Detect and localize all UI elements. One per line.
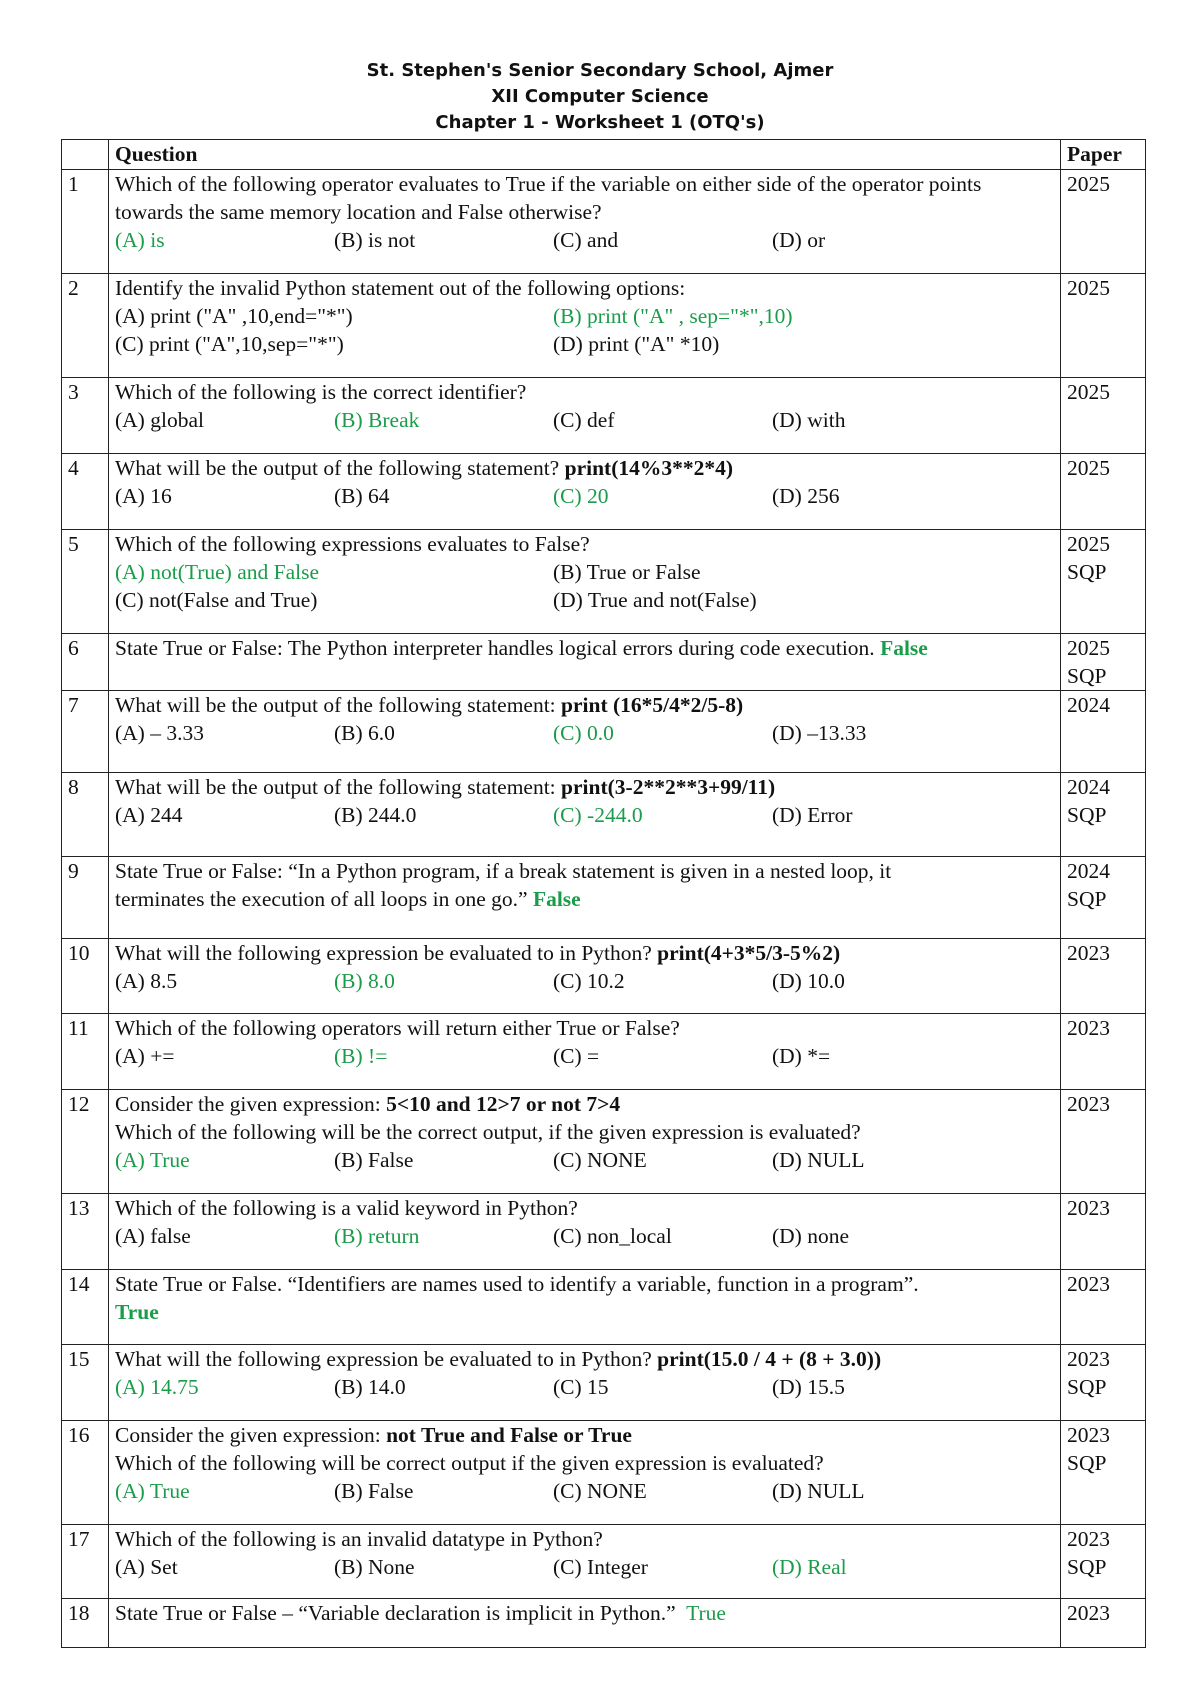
paper-cell <box>1061 1421 1146 1525</box>
option-a: (A) 14.75 <box>115 1375 199 1399</box>
question-line <box>115 1421 1054 1449</box>
question-text-cont: Which of the following will be the correct output, if the given expression is evaluated? <box>115 1120 861 1144</box>
option-d: (D) 15.5 <box>772 1375 845 1399</box>
chapter-title: Chapter 1 - Worksheet 1 (OTQ's) <box>435 112 765 133</box>
question-code: print(14%3**2*4) <box>564 456 734 480</box>
paper-type: SQP <box>1067 664 1107 688</box>
table-row <box>62 530 1146 634</box>
paper-year: 2023 <box>1067 1601 1110 1625</box>
question-text: What will be the output of the following statement: <box>115 775 556 799</box>
option-d: (D) or <box>772 228 826 252</box>
paper-type: SQP <box>1067 560 1107 584</box>
paper-type: SQP <box>1067 1375 1107 1399</box>
option-d: (D) Real <box>772 1555 847 1579</box>
question-line <box>115 1345 1054 1373</box>
option-c: (C) print ("A",10,sep="*") <box>115 332 344 356</box>
options-row <box>115 482 1054 510</box>
option-a: (A) false <box>115 1224 191 1248</box>
option-a: (A) 16 <box>115 484 172 508</box>
option-d: (D) with <box>772 408 846 432</box>
option-b: (B) True or False <box>553 560 701 584</box>
question-cell <box>109 170 1061 274</box>
paper-year: 2025 <box>1067 636 1110 660</box>
table-row <box>62 1525 1146 1599</box>
question-text-cont: terminates the execution of all loops in one go.” <box>115 887 528 911</box>
paper-year: 2023 <box>1067 1016 1110 1040</box>
question-code: print(15.0 / 4 + (8 + 3.0)) <box>657 1347 882 1371</box>
table-row <box>62 1421 1146 1525</box>
option-d: (D) NULL <box>772 1148 865 1172</box>
paper-cell <box>1061 1599 1146 1648</box>
question-cell <box>109 454 1061 530</box>
options-row <box>115 586 1054 614</box>
paper-year: 2025 <box>1067 456 1110 480</box>
option-a: (A) print ("A" ,10,end="*") <box>115 304 353 328</box>
option-c: (C) 15 <box>553 1375 609 1399</box>
options-row <box>115 1477 1054 1505</box>
option-c: (C) NONE <box>553 1479 647 1503</box>
question-cell <box>109 274 1061 378</box>
option-b: (B) 6.0 <box>334 721 395 745</box>
options-row <box>115 406 1054 434</box>
option-c: (C) and <box>553 228 619 252</box>
question-number: 8 <box>62 773 109 857</box>
paper-cell <box>1061 857 1146 939</box>
class-name: XII Computer Science <box>491 86 709 107</box>
table-row <box>62 1194 1146 1270</box>
question-cell <box>109 530 1061 634</box>
table-row <box>62 1599 1146 1648</box>
paper-type: SQP <box>1067 803 1107 827</box>
question-text: What will be the output of the following statement? <box>115 456 560 480</box>
option-b: (B) 8.0 <box>334 969 395 993</box>
question-number: 3 <box>62 378 109 454</box>
options-row <box>115 1373 1054 1401</box>
option-a: (A) True <box>115 1148 190 1172</box>
question-number: 11 <box>62 1014 109 1090</box>
school-name: St. Stephen's Senior Secondary School, Ajmer <box>366 60 834 81</box>
table-row <box>62 1014 1146 1090</box>
question-number: 5 <box>62 530 109 634</box>
option-b: (B) False <box>334 1479 414 1503</box>
question-cell <box>109 1090 1061 1194</box>
option-b: (B) Break <box>334 408 420 432</box>
question-number: 14 <box>62 1270 109 1345</box>
option-a: (A) += <box>115 1044 175 1068</box>
question-text: Consider the given expression: <box>115 1423 381 1447</box>
option-c: (C) 20 <box>553 484 609 508</box>
paper-year: 2024 <box>1067 693 1110 717</box>
option-d: (D) 10.0 <box>772 969 845 993</box>
option-d: (D) Error <box>772 803 853 827</box>
table-row <box>62 634 1146 691</box>
table-header-row <box>62 140 1146 170</box>
option-a: (A) not(True) and False <box>115 560 320 584</box>
option-b: (B) 244.0 <box>334 803 417 827</box>
option-a: (A) True <box>115 1479 190 1503</box>
question-number: 16 <box>62 1421 109 1525</box>
question-code: print (16*5/4*2/5-8) <box>561 693 744 717</box>
question-text: Which of the following is an invalid datatype in Python? <box>115 1527 603 1551</box>
question-text: Which of the following is the correct identifier? <box>115 380 527 404</box>
option-c: (C) = <box>553 1044 600 1068</box>
options-row <box>115 330 1054 358</box>
options-row <box>115 558 1054 586</box>
table-row <box>62 939 1146 1014</box>
question-number: 9 <box>62 857 109 939</box>
paper-cell <box>1061 274 1146 378</box>
option-a: (A) 8.5 <box>115 969 178 993</box>
option-c: (C) non_local <box>553 1224 672 1248</box>
paper-cell <box>1061 634 1146 691</box>
options-row <box>115 1222 1054 1250</box>
question-text-cont: Which of the following will be correct output if the given expression is evaluated? <box>115 1451 824 1475</box>
paper-year: 2023 <box>1067 1272 1110 1296</box>
paper-type: SQP <box>1067 1555 1107 1579</box>
paper-type: SQP <box>1067 1451 1107 1475</box>
question-cell <box>109 1421 1061 1525</box>
options-row <box>115 1553 1054 1581</box>
question-cell <box>109 1525 1061 1599</box>
paper-year: 2025 <box>1067 172 1110 196</box>
option-b: (B) != <box>334 1044 388 1068</box>
options-row <box>115 967 1054 995</box>
option-d: (D) *= <box>772 1044 831 1068</box>
question-line <box>115 773 1054 801</box>
option-a: (A) is <box>115 228 165 252</box>
option-d: (D) NULL <box>772 1479 865 1503</box>
question-code: 5<10 and 12>7 or not 7>4 <box>386 1092 621 1116</box>
question-number: 17 <box>62 1525 109 1599</box>
table-row <box>62 454 1146 530</box>
question-cell <box>109 634 1061 691</box>
paper-cell <box>1061 1090 1146 1194</box>
paper-year: 2024 <box>1067 775 1110 799</box>
table-row <box>62 170 1146 274</box>
question-code: print(4+3*5/3-5%2) <box>657 941 841 965</box>
question-number: 4 <box>62 454 109 530</box>
question-line <box>115 1090 1054 1118</box>
question-line <box>115 939 1054 967</box>
option-c: (C) -244.0 <box>553 803 643 827</box>
table-row <box>62 274 1146 378</box>
question-line <box>115 885 1054 913</box>
answer-text: True <box>686 1601 726 1625</box>
paper-cell <box>1061 691 1146 773</box>
paper-year: 2024 <box>1067 859 1110 883</box>
option-b: (B) False <box>334 1148 414 1172</box>
option-d: (D) –13.33 <box>772 721 867 745</box>
table-row <box>62 1090 1146 1194</box>
answer-text: False <box>532 887 581 911</box>
question-cell <box>109 857 1061 939</box>
question-number: 18 <box>62 1599 109 1648</box>
table-row <box>62 773 1146 857</box>
question-line <box>115 454 1054 482</box>
question-number: 1 <box>62 170 109 274</box>
question-number: 12 <box>62 1090 109 1194</box>
table-row <box>62 378 1146 454</box>
question-text: What will the following expression be evaluated to in Python? <box>115 1347 652 1371</box>
answer-text: False <box>880 636 928 660</box>
question-text: State True or False – “Variable declaration is implicit in Python.” <box>115 1601 676 1625</box>
option-c: (C) not(False and True) <box>115 588 318 612</box>
option-b: (B) None <box>334 1555 415 1579</box>
options-row <box>115 226 1054 254</box>
paper-cell <box>1061 1014 1146 1090</box>
question-text: Which of the following expressions evaluates to False? <box>115 532 590 556</box>
question-text: Which of the following operator evaluates to True if the variable on either side of the operator points towards the same memory location and False otherwise? <box>115 172 982 224</box>
paper-cell <box>1061 170 1146 274</box>
paper-year: 2023 <box>1067 1092 1110 1116</box>
paper-cell <box>1061 1270 1146 1345</box>
question-cell <box>109 1270 1061 1345</box>
paper-cell <box>1061 1194 1146 1270</box>
question-cell <box>109 691 1061 773</box>
option-d: (D) none <box>772 1224 850 1248</box>
col-question-header: Question <box>109 140 1061 170</box>
paper-year: 2023 <box>1067 1527 1110 1551</box>
question-number: 10 <box>62 939 109 1014</box>
question-number: 2 <box>62 274 109 378</box>
question-cell <box>109 1194 1061 1270</box>
question-line <box>115 691 1054 719</box>
question-text: What will the following expression be evaluated to in Python? <box>115 941 652 965</box>
paper-cell <box>1061 1345 1146 1421</box>
question-code: print(3-2**2**3+99/11) <box>561 775 776 799</box>
option-b: (B) print ("A" , sep="*",10) <box>553 304 793 328</box>
question-code: not True and False or True <box>386 1423 632 1447</box>
question-text: State True or False. “Identifiers are names used to identify a variable, function in a program”. <box>115 1272 919 1296</box>
options-row <box>115 1146 1054 1174</box>
paper-year: 2025 <box>1067 276 1110 300</box>
question-text: Which of the following operators will return either True or False? <box>115 1016 680 1040</box>
table-row <box>62 857 1146 939</box>
col-paper-header: Paper <box>1061 140 1146 170</box>
paper-cell <box>1061 773 1146 857</box>
table-row <box>62 1345 1146 1421</box>
paper-year: 2025 <box>1067 532 1110 556</box>
answer-text: True <box>115 1300 159 1324</box>
col-number-header <box>62 140 109 170</box>
question-text: Identify the invalid Python statement out of the following options: <box>115 276 686 300</box>
question-cell <box>109 1599 1061 1648</box>
table-row <box>62 1270 1146 1345</box>
paper-year: 2025 <box>1067 380 1110 404</box>
option-a: (A) global <box>115 408 204 432</box>
paper-cell <box>1061 939 1146 1014</box>
question-text: Which of the following is a valid keyword in Python? <box>115 1196 578 1220</box>
option-a: (A) Set <box>115 1555 178 1579</box>
worksheet-header <box>0 58 1200 136</box>
question-number: 13 <box>62 1194 109 1270</box>
question-cell <box>109 378 1061 454</box>
option-d: (D) True and not(False) <box>553 588 757 612</box>
option-a: (A) 244 <box>115 803 183 827</box>
option-c: (C) def <box>553 408 615 432</box>
options-row <box>115 1042 1054 1070</box>
question-number: 6 <box>62 634 109 691</box>
question-text: State True or False: The Python interpreter handles logical errors during code execution. <box>115 636 875 660</box>
option-b: (B) is not <box>334 228 416 252</box>
question-number: 15 <box>62 1345 109 1421</box>
option-c: (C) 10.2 <box>553 969 625 993</box>
paper-year: 2023 <box>1067 1196 1110 1220</box>
question-line <box>115 634 1054 662</box>
questions-table <box>61 139 1146 1648</box>
options-row <box>115 302 1054 330</box>
option-b: (B) return <box>334 1224 420 1248</box>
question-cell <box>109 773 1061 857</box>
option-d: (D) print ("A" *10) <box>553 332 720 356</box>
option-c: (C) Integer <box>553 1555 648 1579</box>
question-cell <box>109 1014 1061 1090</box>
paper-type: SQP <box>1067 887 1107 911</box>
question-text: State True or False: “In a Python program, if a break statement is given in a nested loop, it <box>115 859 892 883</box>
paper-year: 2023 <box>1067 941 1110 965</box>
paper-year: 2023 <box>1067 1423 1110 1447</box>
options-row <box>115 719 1054 747</box>
option-d: (D) 256 <box>772 484 840 508</box>
paper-cell <box>1061 1525 1146 1599</box>
option-c: (C) 0.0 <box>553 721 614 745</box>
question-number: 7 <box>62 691 109 773</box>
question-line <box>115 1599 1054 1627</box>
paper-cell <box>1061 530 1146 634</box>
option-b: (B) 14.0 <box>334 1375 406 1399</box>
paper-year: 2023 <box>1067 1347 1110 1371</box>
table-row <box>62 691 1146 773</box>
paper-cell <box>1061 378 1146 454</box>
question-cell <box>109 939 1061 1014</box>
question-text: What will be the output of the following statement: <box>115 693 556 717</box>
option-a: (A) – 3.33 <box>115 721 204 745</box>
paper-cell <box>1061 454 1146 530</box>
option-b: (B) 64 <box>334 484 390 508</box>
options-row <box>115 801 1054 829</box>
question-text: Consider the given expression: <box>115 1092 381 1116</box>
option-c: (C) NONE <box>553 1148 647 1172</box>
question-cell <box>109 1345 1061 1421</box>
